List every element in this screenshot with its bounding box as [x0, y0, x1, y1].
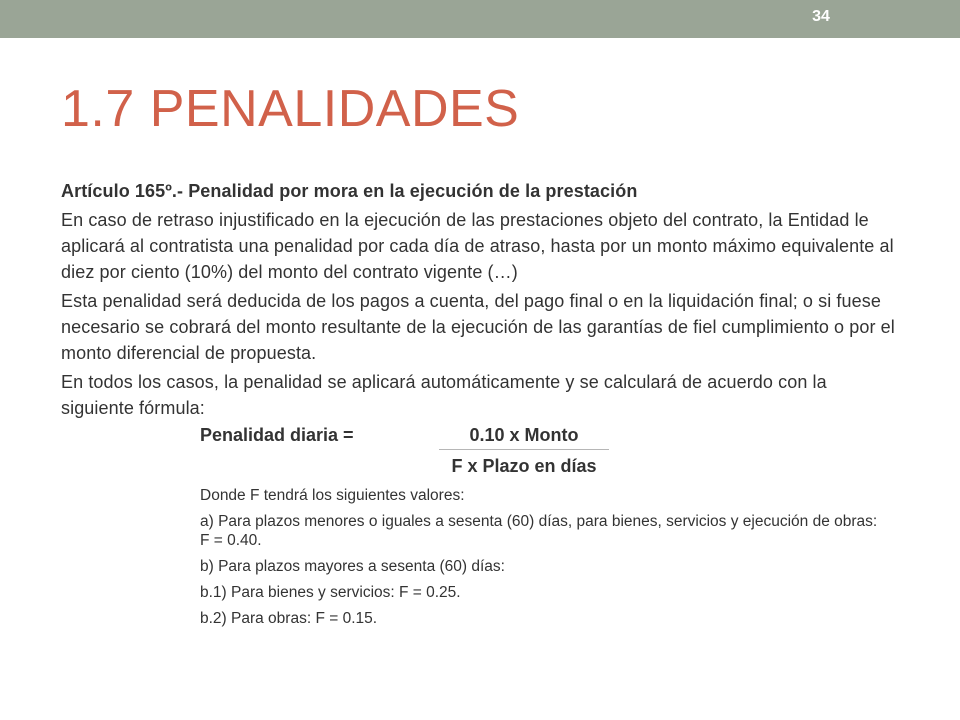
f-value-item: b.2) Para obras: F = 0.15. [200, 610, 378, 627]
formula-numerator: 0.10 x Monto [469, 425, 579, 445]
slide-number: 34 [812, 8, 830, 25]
f-value-item: b.1) Para bienes y servicios: F = 0.25. [200, 584, 461, 601]
slide-content [61, 178, 901, 635]
article-heading: Artículo 165º.- Penalidad por mora en la ejecución de la prestación [61, 181, 638, 201]
fraction-bar [439, 449, 609, 450]
formula-denominator: F x Plazo en días [451, 456, 597, 476]
paragraph-deduccion: Esta penalidad será deducida de los pagos a cuenta, del pago final o en la liquidación final; o si fuese necesario se cobrará del monto resultante de la ejecución de las garantías de fiel cumplimiento o por el monto diferencial de propuesta. [61, 291, 895, 363]
slide-title: 1.7 PENALIDADES [61, 80, 520, 138]
f-values-list [200, 486, 890, 628]
paragraph-retraso: En caso de retraso injustificado en la ejecución de las prestaciones objeto del contrato, la Entidad le aplicará al contratista una penalidad por cada día de atraso, hasta por un monto máximo equivalente al diez por ciento (10%) del monto del contrato vigente (…) [61, 210, 894, 282]
f-value-item: a) Para plazos menores o iguales a sesenta (60) días, para bienes, servicios y ejecución de obras: F = 0.40. [200, 513, 878, 549]
formula-label: Penalidad diaria = [200, 425, 354, 445]
paragraph-formula-intro: En todos los casos, la penalidad se aplicará automáticamente y se calculará de acuerdo con la siguiente fórmula: [61, 372, 827, 418]
f-value-item: b) Para plazos mayores a sesenta (60) días: [200, 558, 505, 575]
top-bar [0, 0, 960, 38]
penalty-formula [61, 422, 901, 480]
f-values-intro: Donde F tendrá los siguientes valores: [200, 487, 465, 504]
